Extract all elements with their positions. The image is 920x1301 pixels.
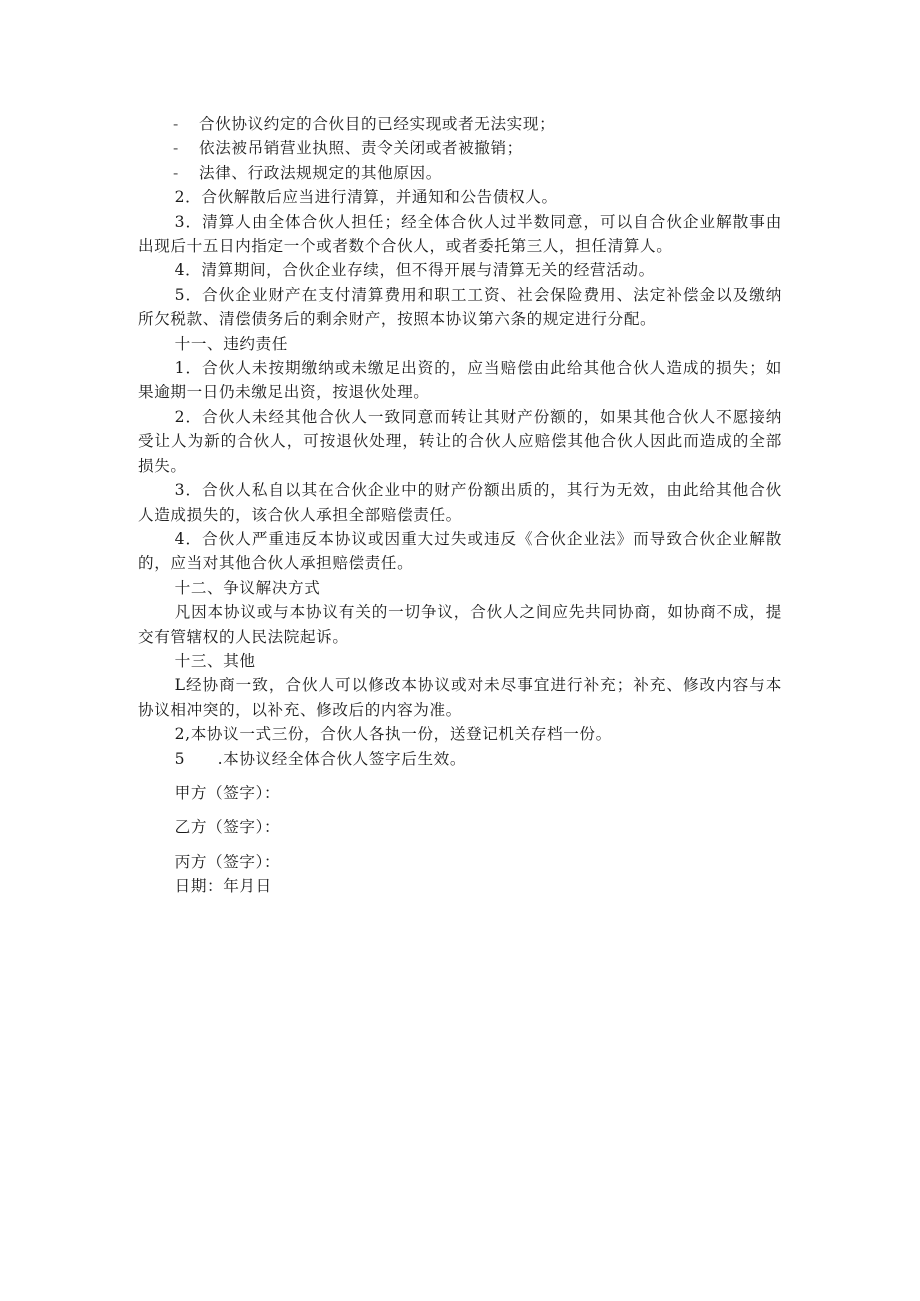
bullet-marker: - — [173, 139, 179, 158]
section-heading-breach: 十一、违约责任 — [174, 334, 289, 353]
bullet-text: 合伙协议约定的合伙目的已经实现或者无法实现； — [199, 115, 556, 133]
bullet-text: 依法被吊销营业执照、责令关闭或者被撤销； — [199, 139, 523, 158]
bullet-marker: - — [173, 163, 179, 182]
breach-clause-4: 4．合伙人严重违反本协议或因重大过失或违反《合伙企业法》而导致合伙企业解散的，应当对其他合伙人承担赔偿责任。 — [138, 529, 782, 573]
breach-clause-1: 1．合伙人未按期缴纳或未缴足出资的，应当赔偿由此给其他合伙人造成的损失；如果逾期一日仍未缴足出资，按退伙处理。 — [138, 359, 782, 402]
list-item — [138, 136, 782, 160]
list-item — [138, 112, 782, 136]
breach-clause-2: 2．合伙人未经其他合伙人一致同意而转让其财产份额的，如果其他合伙人不愿接纳受让人为新的合伙人，可按退伙处理，转让的合伙人应赔偿其他合伙人因此而造成的全部损失。 — [138, 407, 782, 475]
dissolution-clause-3: 3．清算人由全体合伙人担任；经全体合伙人过半数同意，可以自合伙企业解散事由出现后十五日内指定一个或者数个合伙人，或者委托第三人，担任清算人。 — [138, 212, 782, 256]
signature-date: 日期：年月日 — [174, 877, 272, 896]
section-heading-other: 十三、其他 — [174, 651, 256, 670]
dispute-clause: 凡因本协议或与本协议有关的一切争议，合伙人之间应先共同协商，如协商不成，提交有管辖权的人民法院起诉。 — [138, 603, 782, 646]
signature-party-b: 乙方（签字）： — [174, 818, 281, 837]
bullet-text: 法律、行政法规规定的其他原因。 — [199, 163, 442, 182]
signature-party-a: 甲方（签字）： — [174, 783, 281, 802]
section-heading-dispute: 十二、争议解决方式 — [174, 578, 321, 597]
breach-clause-3: 3．合伙人私自以其在合伙企业中的财产份额出质的，其行为无效，由此给其他合伙人造成损失的，该合伙人承担全部赔偿责任。 — [138, 481, 782, 524]
document-body — [138, 112, 782, 899]
other-clause-2: 2,本协议一式三份，合伙人各执一份，送登记机关存档一份。 — [174, 725, 612, 744]
bullet-marker: - — [173, 115, 179, 133]
other-clause-1: L经协商一致，合伙人可以修改本协议或对未尽事宜进行补充；补充、修改内容与本协议相冲突的，以补充、修改后的内容为准。 — [138, 676, 782, 719]
dissolution-clause-2: 2．合伙解散后应当进行清算，并通知和公告债权人。 — [174, 188, 558, 207]
dissolution-clause-5: 5．合伙企业财产在支付清算费用和职工工资、社会保险费用、法定补偿金以及缴纳所欠税款、清偿债务后的剩余财产，按照本协议第六条的规定进行分配。 — [138, 285, 782, 329]
dissolution-clause-4: 4．清算期间，合伙企业存续，但不得开展与清算无关的经营活动。 — [174, 261, 655, 280]
other-clause-3: 5 .本协议经全体合伙人签字后生效。 — [174, 749, 467, 768]
signature-party-c: 丙方（签字）： — [174, 852, 281, 871]
list-item — [138, 161, 782, 185]
